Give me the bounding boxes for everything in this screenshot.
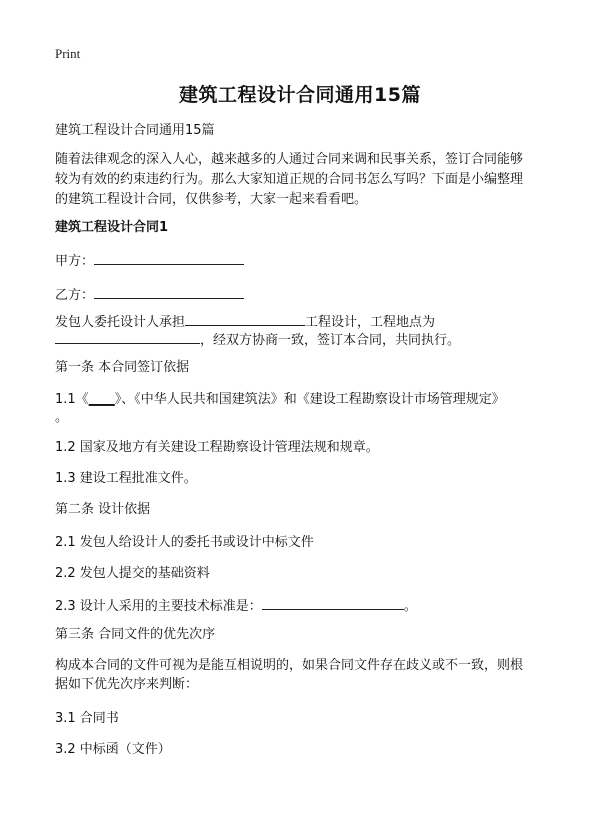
section-heading: 建筑工程设计合同1 xyxy=(55,220,169,235)
party-b-blank[interactable] xyxy=(94,284,244,299)
law-name-blank[interactable]: ____ xyxy=(88,392,115,407)
party-a-row xyxy=(55,250,550,272)
item-text: 2.3 设计人采用的主要技术标准是： xyxy=(55,599,262,614)
intro-line: 的建筑工程设计合同，仅供参考，大家一起来看看吧。 xyxy=(55,192,368,207)
intro-line: 随着法律观念的深入人心，越来越多的人通过合同来调和民事关系，签订合同能够 xyxy=(55,152,524,167)
commission-line-2 xyxy=(55,329,550,351)
article-1-heading: 第一条 本合同签订依据 xyxy=(55,360,190,375)
article-3-heading: 第三条 合同文件的优先次序 xyxy=(55,627,216,642)
project-name-blank[interactable] xyxy=(185,311,305,326)
article-2-item-2: 2.2 发包人提交的基础资料 xyxy=(55,566,210,581)
article-2-item-3 xyxy=(55,595,550,617)
article-1-item-1-end: 。 xyxy=(55,410,69,425)
item-text: 》、《中华人民共和国建筑法》和《建设工程勘察设计市场管理规定》 xyxy=(114,392,505,407)
article-3-desc-line: 据如下优先次序来判断： xyxy=(55,677,199,692)
article-1-item-2: 1.2 国家及地方有关建设工程勘察设计管理法规和规章。 xyxy=(55,440,379,455)
article-1-item-3: 1.3 建设工程批准文件。 xyxy=(55,471,197,486)
article-3-desc-line: 构成本合同的文件可视为是能互相说明的，如果合同文件存在歧义或不一致，则根 xyxy=(55,658,524,673)
party-b-row xyxy=(55,284,550,306)
article-2-item-1: 2.1 发包人给设计人的委托书或设计中标文件 xyxy=(55,535,314,550)
item-text: 。 xyxy=(403,599,417,614)
intro-line: 较为有效的约束违约行为。那么大家知道正规的合同书怎么写吗？下面是小编整理 xyxy=(55,172,524,187)
article-1-item-1 xyxy=(55,390,550,410)
party-a-label: 甲方： xyxy=(55,254,95,269)
article-3-item-1: 3.1 合同书 xyxy=(55,711,119,726)
commission-text: 工程设计，工程地点为 xyxy=(305,315,436,330)
print-label: Print xyxy=(55,46,81,61)
article-2-heading: 第二条 设计依据 xyxy=(55,502,151,517)
subtitle: 建筑工程设计合同通用15篇 xyxy=(55,123,215,138)
article-3-item-2: 3.2 中标函（文件） xyxy=(55,742,171,757)
project-location-blank[interactable] xyxy=(55,329,200,344)
item-text: 1.1《 xyxy=(55,392,89,407)
party-b-label: 乙方： xyxy=(55,288,95,303)
page-title: 建筑工程设计合同通用15篇 xyxy=(179,84,421,106)
party-a-blank[interactable] xyxy=(94,250,244,265)
commission-text: ，经双方协商一致，签订本合同，共同执行。 xyxy=(200,333,461,348)
commission-text: 发包人委托设计人承担 xyxy=(55,315,186,330)
standard-blank[interactable] xyxy=(262,595,404,610)
